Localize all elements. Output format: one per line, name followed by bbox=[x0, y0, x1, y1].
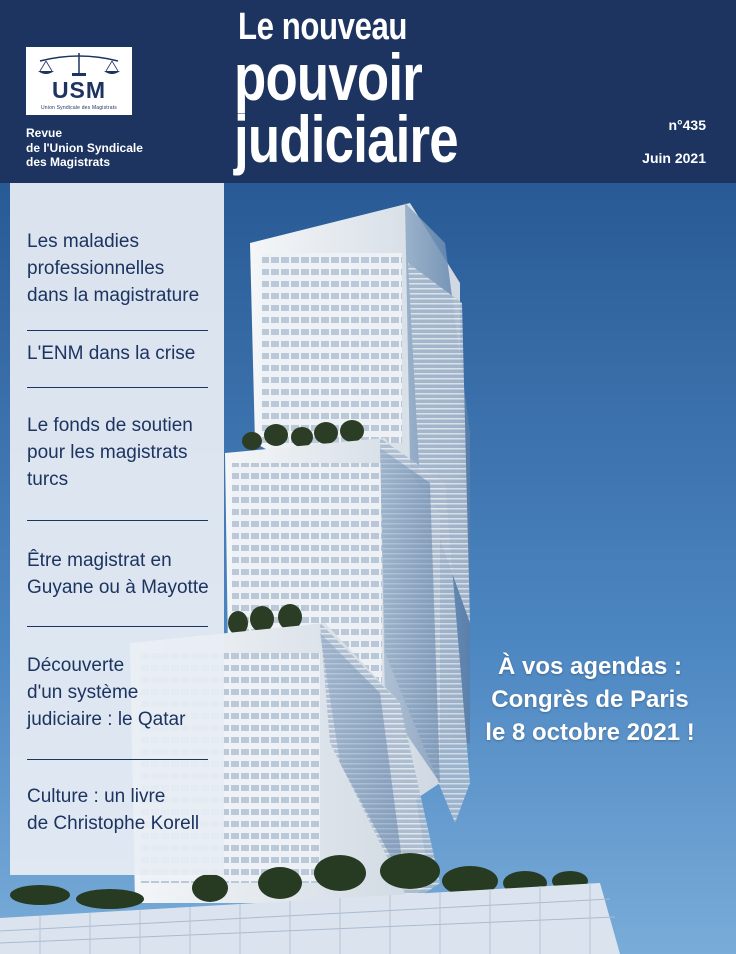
contents-line: judiciaire : le Qatar bbox=[27, 709, 186, 730]
contents-item bbox=[27, 412, 217, 493]
logo-subtitle: Union Syndicale des Magistrats bbox=[40, 105, 118, 111]
contents-divider bbox=[27, 520, 208, 521]
magazine-title bbox=[234, 40, 458, 176]
announcement-line: À vos agendas : bbox=[497, 653, 683, 680]
contents-line: Les maladies bbox=[27, 231, 139, 252]
contents-line: Le fonds de soutien bbox=[27, 415, 193, 436]
revue-line: Revue bbox=[26, 126, 63, 140]
contents-line: Guyane ou à Mayotte bbox=[27, 577, 209, 598]
contents-line: professionnelles bbox=[27, 258, 165, 279]
contents-item bbox=[27, 783, 217, 837]
contents-divider bbox=[27, 387, 208, 388]
issue-date: Juin 2021 bbox=[642, 150, 706, 166]
contents-line: dans la magistrature bbox=[27, 285, 200, 306]
contents-line: d'un système bbox=[27, 682, 139, 703]
publication-description bbox=[26, 126, 143, 170]
usm-logo bbox=[26, 47, 132, 115]
contents-line: Découverte bbox=[27, 655, 125, 676]
announcement-line: Congrès de Paris bbox=[491, 686, 689, 713]
contents-item bbox=[27, 228, 217, 309]
contents-divider bbox=[27, 626, 208, 627]
contents-divider bbox=[27, 330, 208, 331]
contents-line: de Christophe Korell bbox=[27, 813, 200, 834]
contents-line: pour les magistrats bbox=[27, 442, 188, 463]
contents-item bbox=[27, 547, 217, 601]
masthead bbox=[0, 0, 736, 183]
revue-line: de l'Union Syndicale bbox=[26, 140, 143, 155]
issue-number: n°435 bbox=[668, 117, 706, 133]
magazine-title-prefix: Le nouveau bbox=[238, 6, 408, 48]
contents-panel bbox=[10, 183, 224, 875]
contents-line: Culture : un livre bbox=[27, 786, 166, 807]
contents-divider bbox=[27, 759, 208, 760]
congress-announcement bbox=[440, 650, 736, 749]
revue-line: des Magistrats bbox=[26, 155, 111, 169]
contents-item bbox=[27, 340, 217, 367]
contents-line: turcs bbox=[27, 469, 69, 490]
title-line: judiciaire bbox=[234, 102, 458, 176]
contents-item bbox=[27, 652, 217, 733]
contents-line: L'ENM dans la crise bbox=[27, 343, 196, 364]
announcement-line: le 8 octobre 2021 ! bbox=[485, 719, 695, 746]
title-line: pouvoir bbox=[234, 40, 422, 114]
contents-line: Être magistrat en bbox=[27, 550, 172, 571]
logo-wordmark: USM bbox=[51, 77, 107, 103]
